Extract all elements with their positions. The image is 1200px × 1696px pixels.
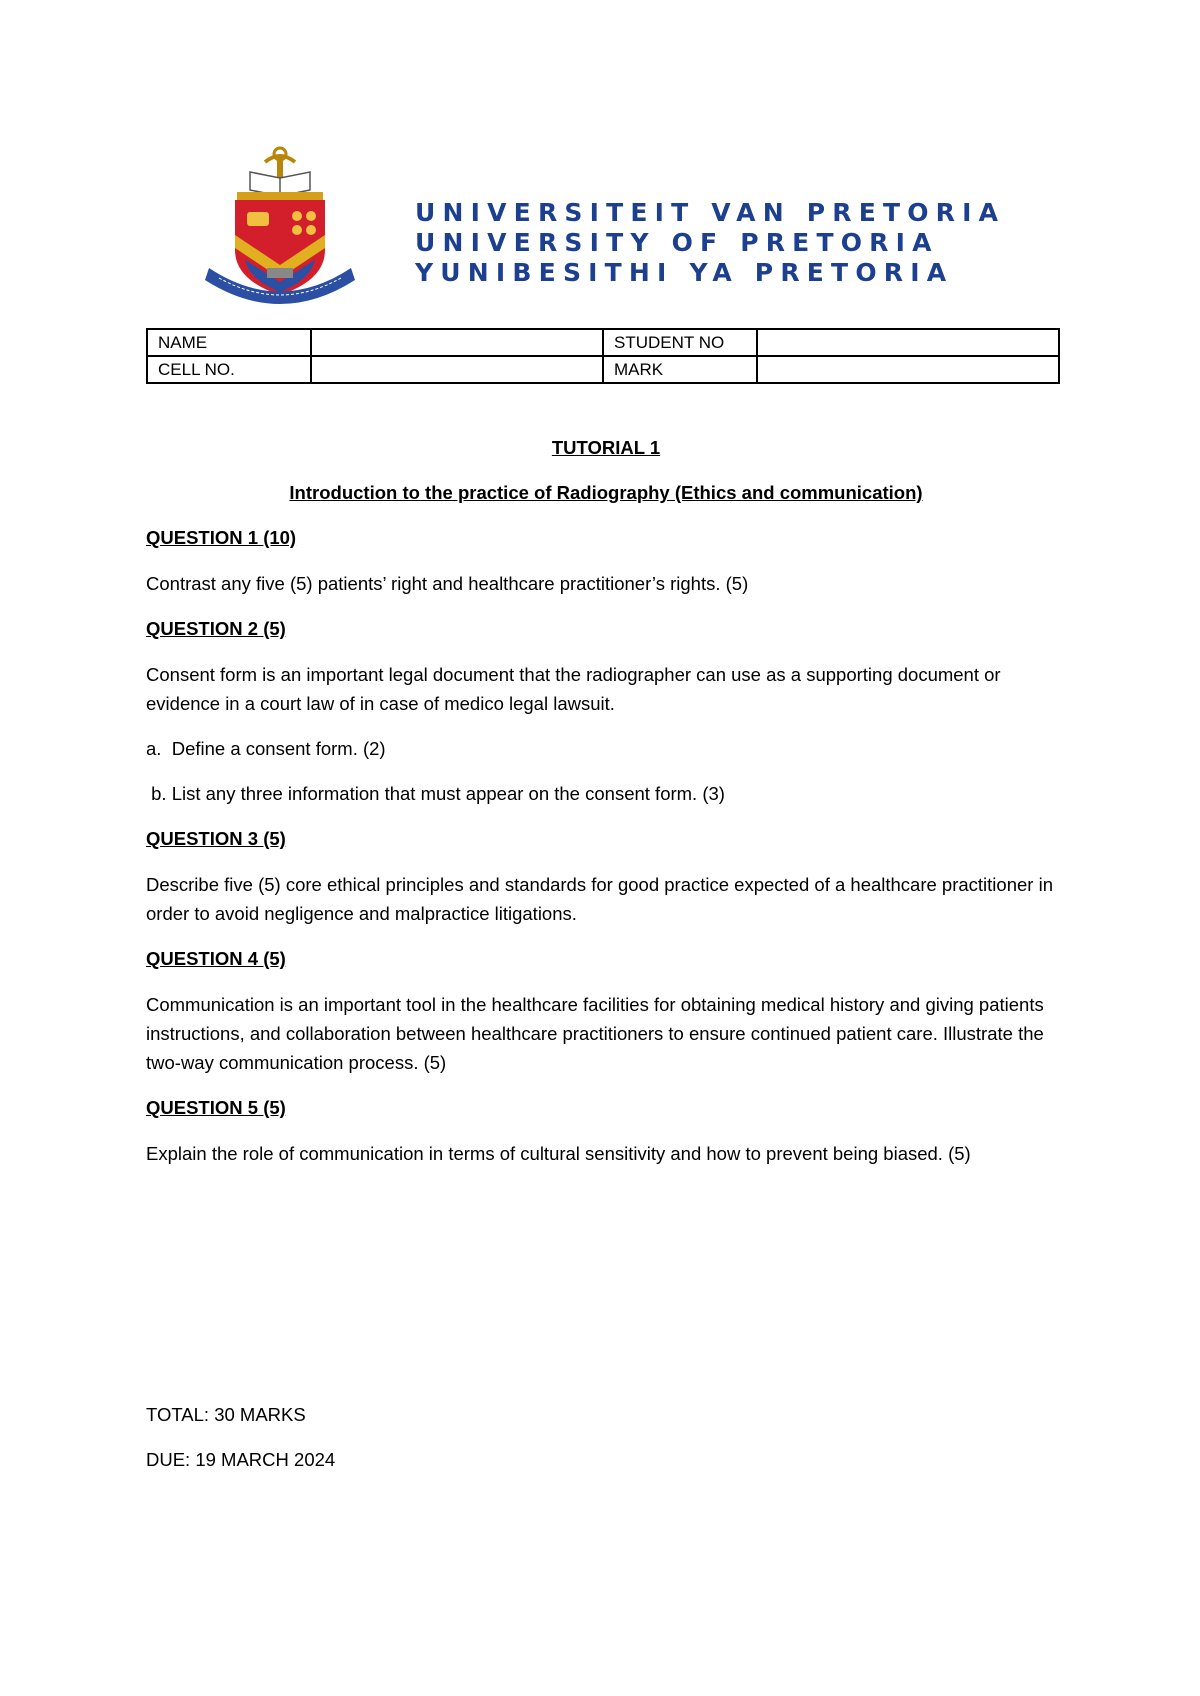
mark-label: MARK — [603, 356, 757, 383]
name-field[interactable] — [311, 329, 603, 356]
page-subtitle: Introduction to the practice of Radiography (Ethics and communication) — [289, 482, 923, 503]
question-4-heading: QUESTION 4 (5) — [146, 948, 286, 969]
question-2-part-b: b. List any three information that must appear on the consent form. (3) — [146, 783, 725, 804]
question-2-body: Consent form is an important legal document that the radiographer can use as a supporting document or evidence in a court law of in case of medico legal lawsuit. — [146, 664, 1001, 714]
question-1-body: Contrast any five (5) patients’ right and healthcare practitioner’s rights. (5) — [146, 573, 749, 594]
question-5-body: Explain the role of communication in terms of cultural sensitivity and how to prevent being biased. (5) — [146, 1143, 971, 1164]
university-logo — [205, 140, 1005, 305]
question-2-part-a: a. Define a consent form. (2) — [146, 738, 386, 759]
document-footer — [146, 1400, 335, 1474]
question-3-heading: QUESTION 3 (5) — [146, 828, 286, 849]
cell-no-label: CELL NO. — [147, 356, 311, 383]
page-title: TUTORIAL 1 — [551, 437, 661, 458]
question-4-body: Communication is an important tool in the healthcare facilities for obtaining medical history and giving patients instructions, and collaboration between healthcare practitioners to ensure continued patient care. Illustrate the two-way communication process. (5) — [146, 994, 1044, 1073]
mark-field[interactable] — [757, 356, 1059, 383]
university-name-english: UNIVERSITY OF PRETORIA — [415, 228, 939, 257]
tutorial-content — [146, 433, 1066, 1168]
university-crest-icon — [205, 140, 375, 305]
university-names — [415, 198, 1005, 288]
question-2-heading: QUESTION 2 (5) — [146, 618, 286, 639]
question-1-heading: QUESTION 1 (10) — [146, 527, 297, 548]
university-name-afrikaans: UNIVERSITEIT VAN PRETORIA — [415, 198, 1006, 227]
total-marks: TOTAL: 30 MARKS — [146, 1404, 306, 1425]
student-no-field[interactable] — [757, 329, 1059, 356]
student-info-table — [146, 328, 1060, 384]
due-date: DUE: 19 MARCH 2024 — [146, 1449, 336, 1470]
question-3-body: Describe five (5) core ethical principles and standards for good practice expected of a healthcare practitioner in order to avoid negligence and malpractice litigations. — [146, 874, 1053, 924]
student-no-label: STUDENT NO — [603, 329, 757, 356]
university-name-sepedi: YUNIBESITHI YA PRETORIA — [415, 258, 954, 287]
cell-no-field[interactable] — [311, 356, 603, 383]
question-5-heading: QUESTION 5 (5) — [146, 1097, 286, 1118]
table-row — [147, 329, 1059, 356]
name-label: NAME — [147, 329, 311, 356]
table-row — [147, 356, 1059, 383]
